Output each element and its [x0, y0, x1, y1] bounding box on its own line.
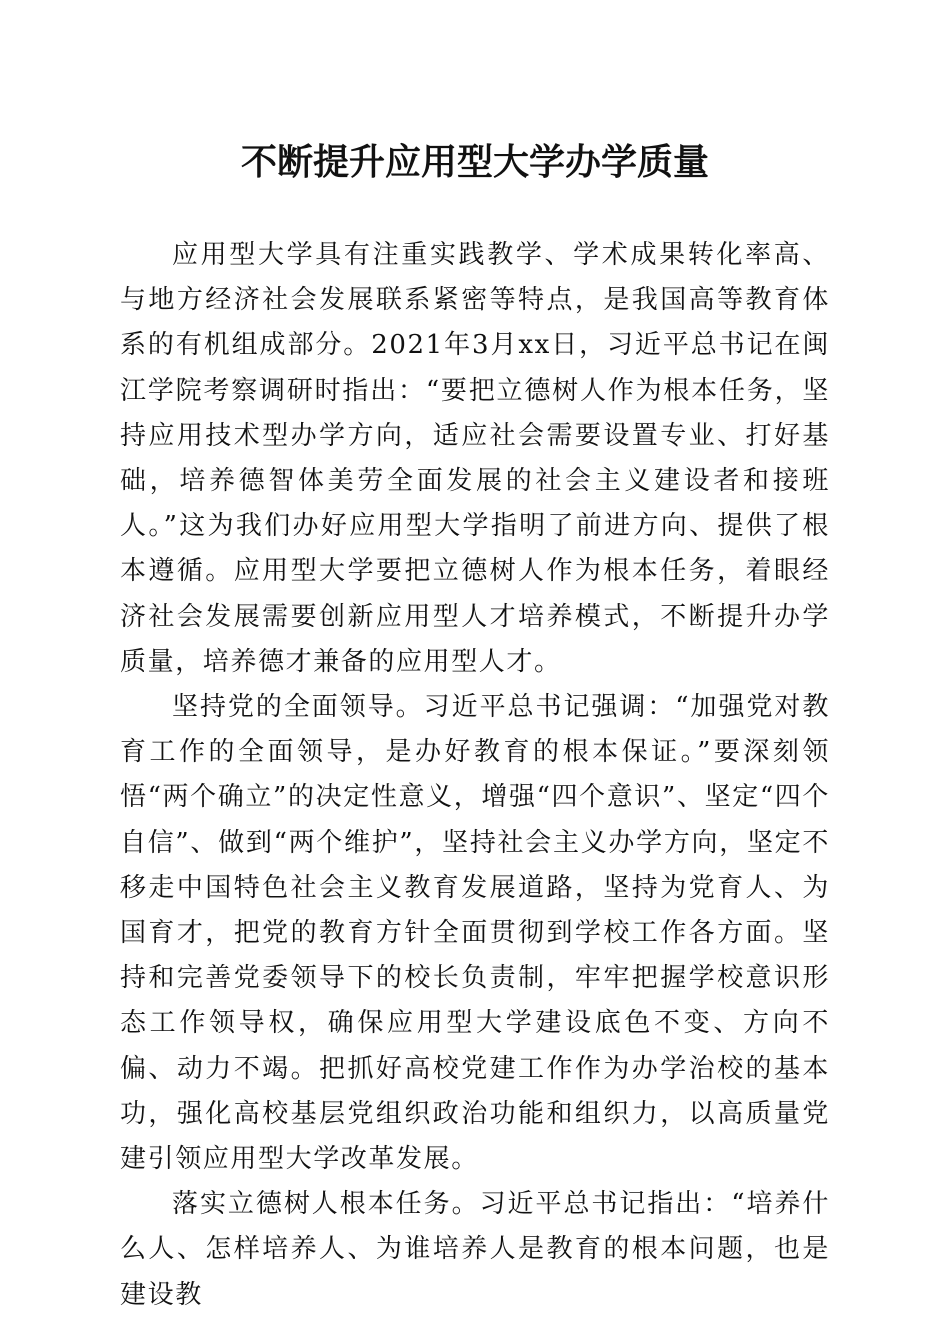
- document-body: [120, 233, 830, 1318]
- paragraph-party-leadership: 坚持党的全面领导。习近平总书记强调：“加强党对教育工作的全面领导，是办好教育的根本保证。”要深刻领悟“两个确立”的决定性意义，增强“四个意识”、坚定“四个自信”、做到“两个维护”，坚持社会主义办学方向，坚定不移走中国特色社会主义教育发展道路，坚持为党育人、为国育才，把党的教育方针全面贯彻到学校工作各方面。坚持和完善党委领导下的校长负责制，牢牢把握学校意识形态工作领导权，确保应用型大学建设底色不变、方向不偏、动力不竭。把抓好高校党建工作作为办学治校的基本功，强化高校基层党组织政治功能和组织力，以高质量党建引领应用型大学改革发展。: [120, 692, 830, 1175]
- paragraph-intro: 应用型大学具有注重实践教学、学术成果转化率高、与地方经济社会发展联系紧密等特点，是我国高等教育体系的有机组成部分。2021年3月xx日，习近平总书记在闽江学院考察调研时指出：“要把立德树人作为根本任务，坚持应用技术型办学方向，适应社会需要设置专业、打好基础，培养德智体美劳全面发展的社会主义建设者和接班人。”这为我们办好应用型大学指明了前进方向、提供了根本遵循。应用型大学要把立德树人作为根本任务，着眼经济社会发展需要创新应用型人才培养模式，不断提升办学质量，培养德才兼备的应用型人才。: [120, 240, 830, 677]
- paragraph-moral-education: 落实立德树人根本任务。习近平总书记指出：“培养什么人、怎样培养人、为谁培养人是教育的根本问题，也是建设教: [120, 1189, 830, 1310]
- document-title: 不断提升应用型大学办学质量: [240, 141, 709, 183]
